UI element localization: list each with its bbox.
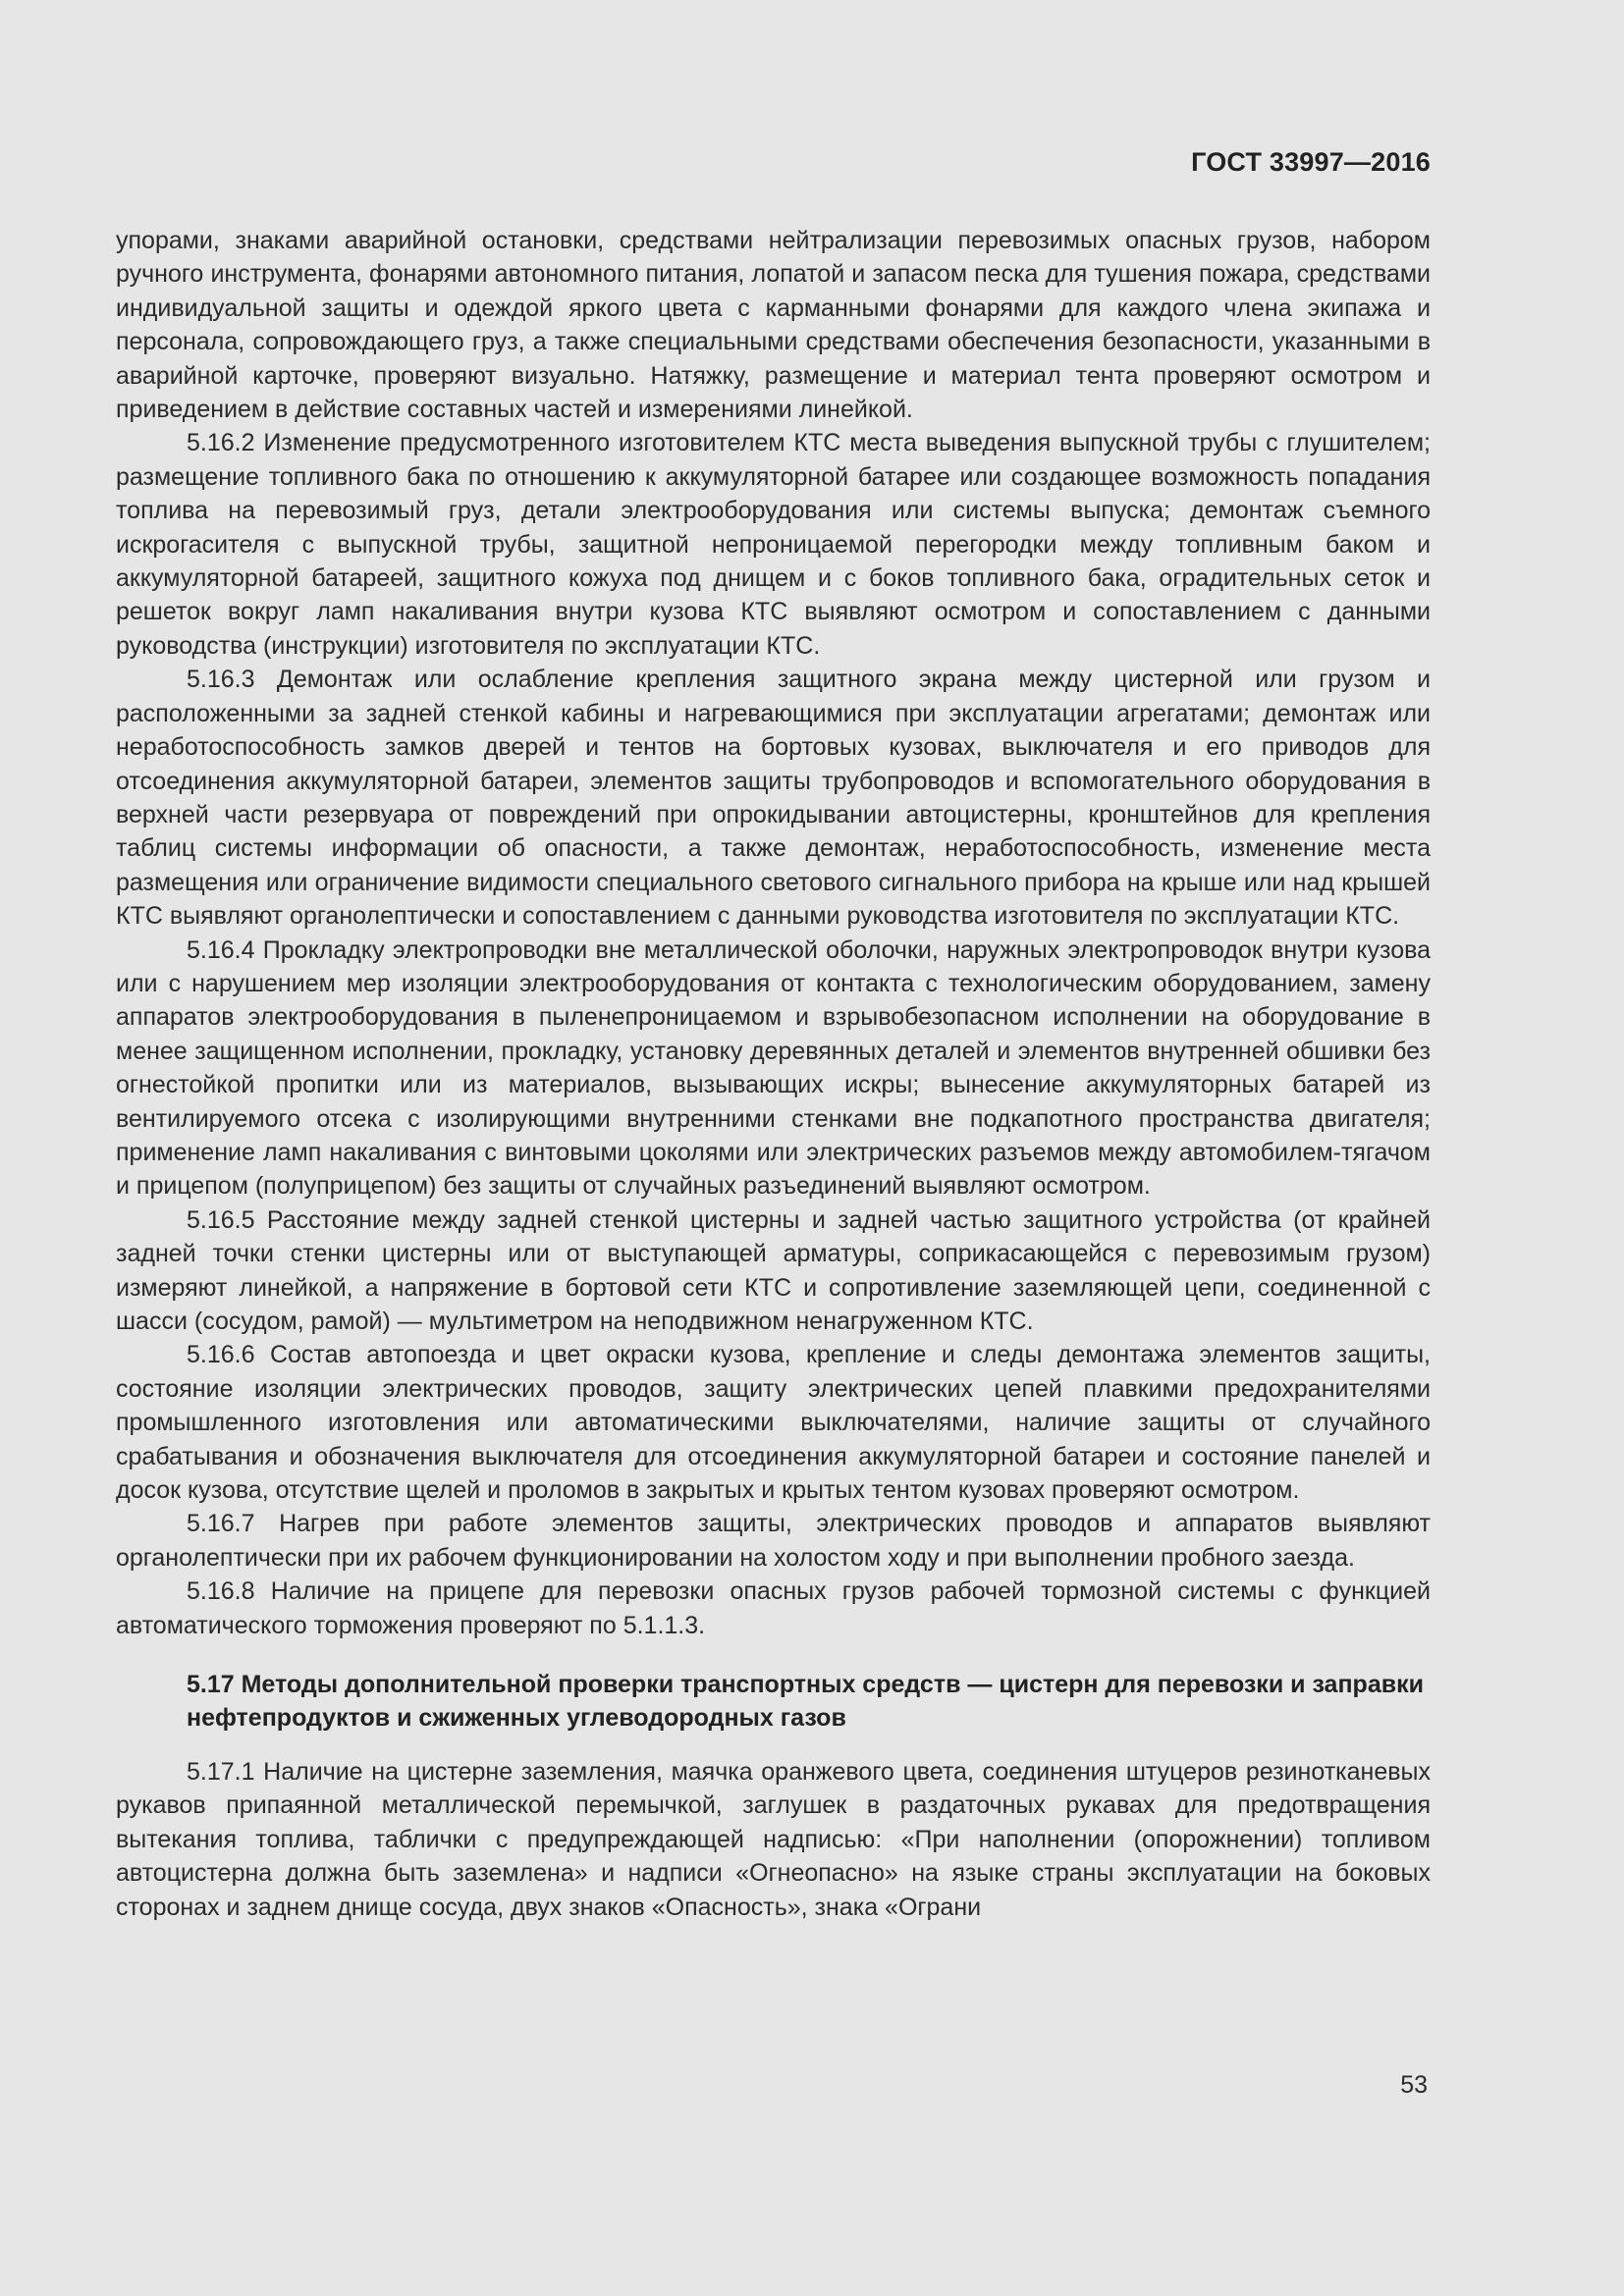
- paragraph-5-16-4: 5.16.4 Прокладку электропроводки вне металлической оболочки, наружных электропроводок внутри кузова или с нарушением мер изоляции электрооборудования от контакта с технологическим оборудованием, замену аппаратов электрооборудования в пыленепроницаемом и взрывобезопасном исполнении на оборудование в менее защищенном исполнении, прокладку, установку деревянных деталей и элементов внутренней обшивки без огнестойкой пропитки или из материалов, вызывающих искры; вынесение аккумуляторных батарей из вентилируемого отсека с изолирующими внутренними стенками вне подкапотного пространства двигателя; применение ламп накаливания с винтовыми цоколями или электрических разъемов между автомобилем-тягачом и прицепом (полуприцепом) без защиты от случайных разъединений выявляют осмотром.: [116, 935, 1431, 1201]
- document-code-header: ГОСТ 33997—2016: [1191, 147, 1431, 177]
- paragraph-5-16-7: 5.16.7 Нагрев при работе элементов защиты, электрических проводов и аппаратов выявляют органолептически при их рабочем функционировании на холостом ходу и при выполнении пробного заезда.: [116, 1510, 1431, 1572]
- paragraph-5-16-2: 5.16.2 Изменение предусмотренного изготовителем КТС места выведения выпускной трубы с глушителем; размещение топливного бака по отношению к аккумуляторной батарее или создающее возможность попадания топлива на перевозимый груз, детали электрооборудования или системы выпуска; демонтаж съемного искрогасителя с выпускной трубы, защитной непроницаемой перегородки между топливным баком и аккумуляторной батареей, защитного кожуха под днищем и с боков топливного бака, оградительных сеток и решеток вокруг ламп накаливания внутри кузова КТС выявляют осмотром и сопоставлением с данными руководства (инструкции) изготовителя по эксплуатации КТС.: [116, 429, 1431, 660]
- paragraph-5-16-8: 5.16.8 Наличие на прицепе для перевозки опасных грузов рабочей тормозной системы с функцией автоматического торможения проверяют по 5.1.1.3.: [116, 1577, 1431, 1639]
- paragraph-5-16-5: 5.16.5 Расстояние между задней стенкой цистерны и задней частью защитного устройства (от крайней задней точки стенки цистерны или от выступающей арматуры, соприкасающейся с перевозимым грузом) измеряют линейкой, а напряжение в бортовой сети КТС и сопротивление заземляющей цепи, соединенной с шасси (сосудом, рамой) — мультиметром на неподвижном ненагруженном КТС.: [116, 1205, 1431, 1335]
- paragraph-5-17-1: 5.17.1 Наличие на цистерне заземления, маячка оранжевого цвета, соединения штуцеров резинотканевых рукавов припаянной металлической перемычкой, заглушек в раздаточных рукавах для предотвращения вытекания топлива, таблички с предупреждающей надписью: «При наполнении (опорожнении) топливом автоцистерна должна быть заземлена» и надписи «Огнеопасно» на языке страны эксплуатации на боковых сторонах и заднем днище сосуда, двух знаков «Опасность», знака «Ограни: [116, 1757, 1431, 1921]
- page-number: 53: [1400, 2071, 1428, 2099]
- paragraph-5-16-6: 5.16.6 Состав автопоезда и цвет окраски кузова, крепление и следы демонтажа элементов защиты, состояние изоляции электрических проводов, защиту электрических цепей плавкими предохранителями промышленного изготовления или автоматическими выключателями, наличие защиты от случайного срабатывания и обозначения выключателя для отсоединения аккумуляторной батареи и состояние панелей и досок кузова, отсутствие щелей и проломов в закрытых и крытых тентом кузовах проверяют осмотром.: [116, 1341, 1431, 1505]
- page-body: [116, 224, 1431, 1924]
- section-heading-5-17: 5.17 Методы дополнительной проверки транспортных средств — цистерн для перевозки и заправки нефтепродуктов и сжиженных углеводородных газов: [187, 1671, 1424, 1733]
- paragraph-5-16-3: 5.16.3 Демонтаж или ослабление крепления защитного экрана между цистерной или грузом и расположенными за задней стенкой кабины и нагревающимися при эксплуатации агрегатами; демонтаж или неработоспособность замков дверей и тентов на бортовых кузовах, выключателя и его приводов для отсоединения аккумуляторной батареи, элементов защиты трубопроводов и вспомогательного оборудования в верхней части резервуара от повреждений при опрокидывании автоцистерны, кронштейнов для крепления таблиц системы информации об опасности, а также демонтаж, неработоспособность, изменение места размещения или ограничение видимости специального светового сигнального прибора на крыше или над крышей КТС выявляют органолептически и сопоставлением с данными руководства изготовителя по эксплуатации КТС.: [116, 666, 1431, 931]
- paragraph-continuation: упорами, знаками аварийной остановки, средствами нейтрализации перевозимых опасных грузов, набором ручного инструмента, фонарями автономного питания, лопатой и запасом песка для тушения пожара, средствами индивидуальной защиты и одеждой яркого цвета с карманными фонарями для каждого члена экипажа и персонала, сопровождающего груз, а также специальными средствами обеспечения безопасности, указанными в аварийной карточке, проверяют визуально. Натяжку, размещение и материал тента проверяют осмотром и приведением в действие составных частей и измерениями линейкой.: [116, 227, 1431, 424]
